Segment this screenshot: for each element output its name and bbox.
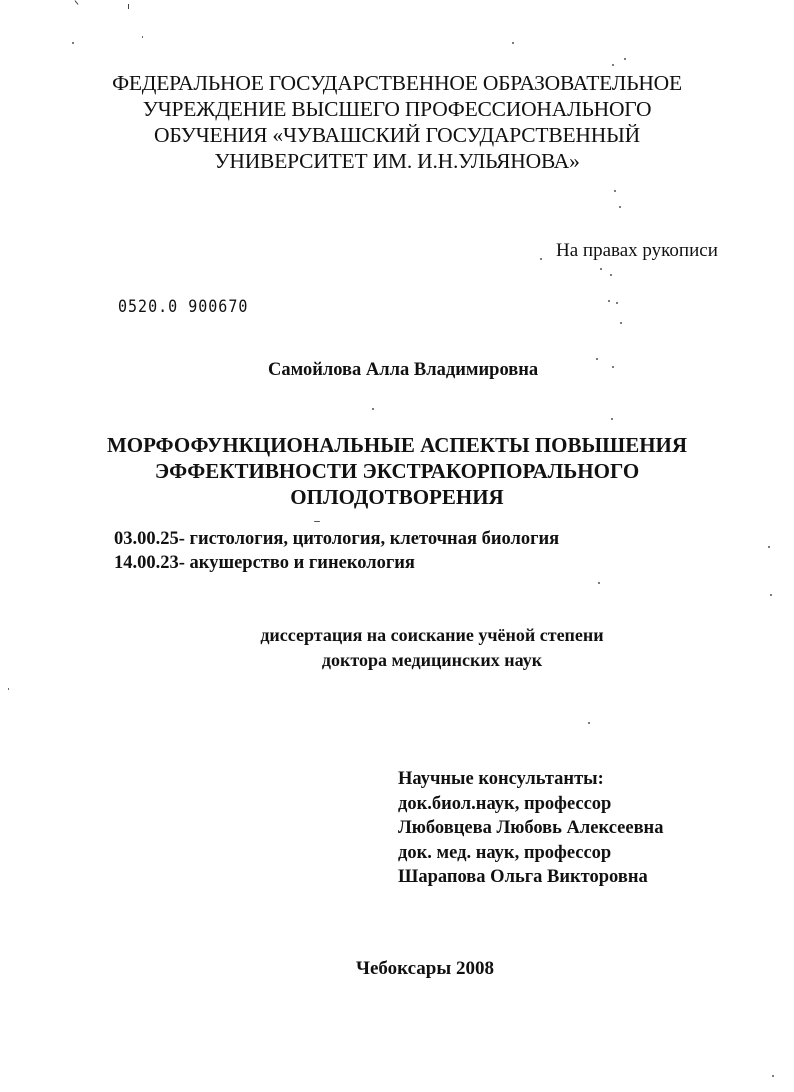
city-year: Чебоксары 2008 bbox=[356, 958, 494, 979]
registration-code: 0520.0 900670 bbox=[118, 296, 249, 317]
consultants-heading: Научные консультанты: bbox=[398, 769, 604, 789]
institution-line: ОБУЧЕНИЯ «ЧУВАШСКИЙ ГОСУДАРСТВЕННЫЙ bbox=[154, 123, 640, 147]
consultants-block bbox=[398, 767, 663, 890]
consultant-name: Шарапова Ольга Викторовна bbox=[398, 867, 648, 887]
degree-line: доктора медицинских наук bbox=[321, 650, 543, 670]
rights-note: На правах рукописи bbox=[556, 240, 718, 261]
specialty-name: акушерство и гинекология bbox=[189, 553, 415, 573]
institution-line: УНИВЕРСИТЕТ ИМ. И.Н.УЛЬЯНОВА» bbox=[214, 149, 580, 173]
title-line: МОРФОФУНКЦИОНАЛЬНЫЕ АСПЕКТЫ ПОВЫШЕНИЯ bbox=[106, 433, 688, 457]
consultant-degree: док.биол.наук, профессор bbox=[398, 793, 612, 814]
degree-statement bbox=[0, 623, 794, 673]
dissertation-title bbox=[0, 432, 794, 510]
institution-line: ФЕДЕРАЛЬНОЕ ГОСУДАРСТВЕННОЕ ОБРАЗОВАТЕЛЬНОЕ bbox=[112, 71, 682, 95]
specialty-item bbox=[114, 529, 559, 550]
specialty-name: гистология, цитология, клеточная биология bbox=[189, 529, 560, 549]
consultant-name: Любовцева Любовь Алексеевна bbox=[398, 818, 664, 838]
institution-line: УЧРЕЖДЕНИЕ ВЫСШЕГО ПРОФЕССИОНАЛЬНОГО bbox=[142, 97, 652, 121]
specialty-code: 14.00.23- bbox=[114, 553, 185, 573]
specialty-code: 03.00.25- bbox=[114, 529, 185, 549]
specialty-item bbox=[114, 553, 415, 574]
institution-name bbox=[0, 70, 794, 174]
title-line: ОПЛОДОТВОРЕНИЯ bbox=[290, 485, 504, 509]
consultant-degree: док. мед. наук, профессор bbox=[398, 842, 612, 863]
title-line: ЭФФЕКТИВНОСТИ ЭКСТРАКОРПОРАЛЬНОГО bbox=[154, 459, 640, 483]
degree-line: диссертация на соискание учёной степени bbox=[260, 625, 604, 645]
author-name: Самойлова Алла Владимировна bbox=[268, 360, 539, 380]
